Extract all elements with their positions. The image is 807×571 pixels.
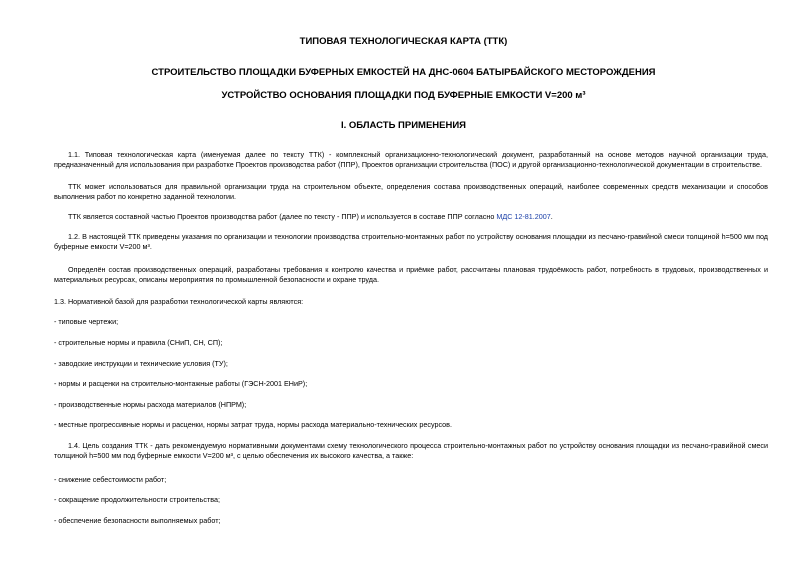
paragraph-1-1: 1.1. Типовая технологическая карта (именуемая далее по тексту ТТК) - комплексный организационно-технологический документ, разработанный на основе методов научной организации труда, предназначенный для использования при разработке Проектов производства работ (ППР), Проектов организации строительства (ПОС) и другой организационно-технологической документации в строительстве.: [54, 150, 768, 169]
document-title: ТИПОВАЯ ТЕХНОЛОГИЧЕСКАЯ КАРТА (ТТК): [299, 36, 508, 47]
list-item: - нормы и расценки на строительно-монтажные работы (ГЭСН-2001 ЕНиР);: [54, 379, 308, 388]
list-item: - сокращение продолжительности строительства;: [54, 495, 220, 504]
paragraph-1-2: 1.2. В настоящей ТТК приведены указания по организации и технологии производства строительно-монтажных работ по устройству основания площадки из песчано-гравийной смеси толщиной h=500 мм под буферные емкости V=200 м³.: [54, 232, 768, 251]
list-item: - заводские инструкции и технические условия (ТУ);: [54, 359, 228, 368]
paragraph-ttk-use: ТТК может использоваться для правильной организации труда на строительном объекте, определения состава производственных операций, наиболее современных средств механизации и способов выполнения работ по конкретно заданной технологии.: [54, 182, 768, 201]
list-item: - снижение себестоимости работ;: [54, 475, 167, 484]
section-heading: I. ОБЛАСТЬ ПРИМЕНЕНИЯ: [340, 120, 467, 131]
paragraph-defined: Определён состав производственных операций, разработаны требования к контролю качества и приёмке работ, рассчитаны плановая трудоёмкость работ, потребность в трудовых, производственных и материальных ресурсах, описаны мероприятия по промышленной безопасности и охране труда.: [54, 265, 768, 284]
paragraph-ttk-part: [54, 212, 768, 222]
list-item: - строительные нормы и правила (СНиП, СН, СП);: [54, 338, 223, 347]
list-item: - обеспечение безопасности выполняемых работ;: [54, 516, 221, 525]
list-item: - производственные нормы расхода материалов (НПРМ);: [54, 400, 247, 409]
paragraph-1-4: 1.4. Цель создания ТТК - дать рекомендуемую нормативными документами схему технологического процесса строительно-монтажных работ по устройству основания площадки из песчано-гравийной смеси толщиной h=500 мм под буферные емкости V=200 м³, с целью обеспечения их высокого качества, а также:: [54, 441, 768, 460]
document-subtitle-2: УСТРОЙСТВО ОСНОВАНИЯ ПЛОЩАДКИ ПОД БУФЕРНЫЕ ЕМКОСТИ V=200 м³: [221, 90, 586, 101]
mds-reference-link[interactable]: МДС 12-81.2007: [496, 212, 551, 221]
list-item: - типовые чертежи;: [54, 317, 119, 326]
paragraph-ttk-part-text: ТТК является составной частью Проектов производства работ (далее по тексту - ППР) и используется в составе ППР согласно: [68, 212, 497, 221]
paragraph-ttk-part-end: .: [550, 212, 553, 221]
document-subtitle: СТРОИТЕЛЬСТВО ПЛОЩАДКИ БУФЕРНЫХ ЕМКОСТЕЙ НА ДНС-0604 БАТЫРБАЙСКОГО МЕСТОРОЖДЕНИЯ: [151, 67, 656, 78]
paragraph-1-3: 1.3. Нормативной базой для разработки технологической карты являются:: [54, 297, 304, 306]
list-item: - местные прогрессивные нормы и расценки, нормы затрат труда, нормы расхода материально-технических ресурсов.: [54, 420, 452, 429]
